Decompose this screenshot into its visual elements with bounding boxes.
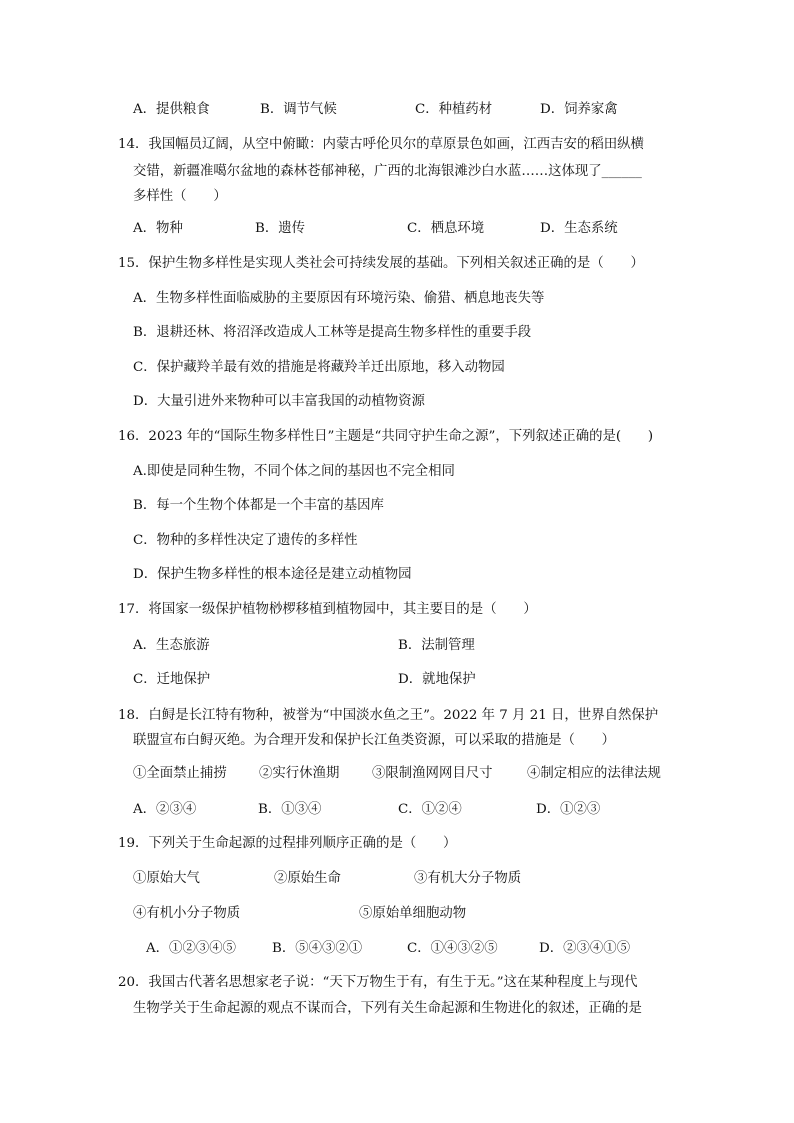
q18-measure-1: ①全面禁止捕捞: [133, 766, 227, 781]
q18-option-b: B．①③④: [258, 802, 322, 817]
q18-stem-line-2: 联盟宣布白鲟灭绝。为合理开发和保护长江鱼类资源，可以采取的措施是（ ）: [133, 733, 616, 748]
q15-stem: 15．保护生物多样性是实现人类社会可持续发展的基础。下列相关叙述正确的是（ ）: [118, 256, 644, 271]
q17-stem: 17．将国家一级保护植物桫椤移植到植物园中，其主要目的是（ ）: [118, 602, 537, 617]
q15-option-c: C．保护藏羚羊最有效的措施是将藏羚羊迁出原地，移入动物园: [133, 360, 505, 375]
q18-measure-4: ④制定相应的法律法规: [527, 766, 661, 781]
q19-option-c: C．①④③②⑤: [407, 941, 498, 956]
q19-item-4: ④有机小分子物质: [133, 906, 241, 921]
q14-option-b: B．遗传: [255, 221, 306, 236]
q17-option-c: C．迁地保护: [133, 672, 211, 687]
q19-option-d: D．②③④①⑤: [539, 941, 631, 956]
q19-stem: 19．下列关于生命起源的过程排列顺序正确的是（ ）: [118, 836, 457, 851]
q18-measure-3: ③限制渔网网目尺寸: [372, 766, 493, 781]
q19-item-3: ③有机大分子物质: [414, 871, 522, 886]
q18-option-d: D．①②③: [536, 802, 601, 817]
q13-option-a: A．提供粮食: [133, 102, 210, 117]
q14-option-d: D．生态系统: [540, 221, 618, 236]
q19-item-5: ⑤原始单细胞动物: [359, 906, 467, 921]
q14-option-c: C．栖息环境: [407, 221, 485, 236]
q15-option-a: A．生物多样性面临威胁的主要原因有环境污染、偷猎、栖息地丧失等: [133, 291, 545, 306]
q18-stem-line-1: 18．白鲟是长江特有物种，被誉为“中国淡水鱼之王”。2022 年 7 月 21 日，世界自然保护: [118, 708, 659, 723]
q19-option-b: B．⑤④③②①: [272, 941, 363, 956]
q13-option-d: D．饲养家禽: [540, 102, 618, 117]
q17-option-d: D．就地保护: [398, 672, 476, 687]
q18-option-a: A．②③④: [133, 802, 197, 817]
q14-stem-line-2: 交错，新疆准噶尔盆地的森林苍郁神秘，广西的北海银滩沙白水蓝……这体现了______: [133, 164, 642, 179]
q20-stem-line-1: 20．我国古代著名思想家老子说：“天下万物生于有，有生于无。”这在某种程度上与现代: [118, 975, 638, 990]
q17-option-a: A．生态旅游: [133, 638, 210, 653]
q16-option-b: B．每一个生物个体都是一个丰富的基因库: [133, 498, 384, 513]
q17-option-b: B．法制管理: [398, 638, 475, 653]
q19-item-2: ②原始生命: [274, 871, 341, 886]
q19-item-1: ①原始大气: [133, 871, 200, 886]
q16-option-d: D．保护生物多样性的根本途径是建立动植物园: [133, 567, 412, 582]
q14-stem-line-3: 多样性（ ）: [133, 189, 227, 204]
q16-option-a: A.即使是同种生物，不同个体之间的基因也不完全相同: [133, 464, 455, 479]
q14-stem-line-1: 14．我国幅员辽阔，从空中俯瞰：内蒙古呼伦贝尔的草原景色如画，江西吉安的稻田纵横: [118, 137, 644, 152]
q18-option-c: C．①②④: [398, 802, 462, 817]
q15-option-d: D．大量引进外来物种可以丰富我国的动植物资源: [133, 394, 425, 409]
q20-stem-line-2: 生物学关于生命起源的观点不谋而合，下列有关生命起源和生物进化的叙述，正确的是: [133, 1001, 642, 1016]
q13-option-b: B．调节气候: [260, 102, 337, 117]
q13-option-c: C．种植药材: [415, 102, 493, 117]
q15-option-b: B．退耕还林、将沼泽改造成人工林等是提高生物多样性的重要手段: [133, 325, 532, 340]
q18-measure-2: ②实行休渔期: [259, 766, 340, 781]
q16-option-c: C．物种的多样性决定了遗传的多样性: [133, 533, 358, 548]
q16-stem: 16．2023 年的“国际生物多样性日”主题是“共同守护生命之源”，下列叙述正确的是( ): [118, 429, 654, 444]
q19-option-a: A．①②③④⑤: [146, 941, 237, 956]
q14-option-a: A．物种: [133, 221, 183, 236]
